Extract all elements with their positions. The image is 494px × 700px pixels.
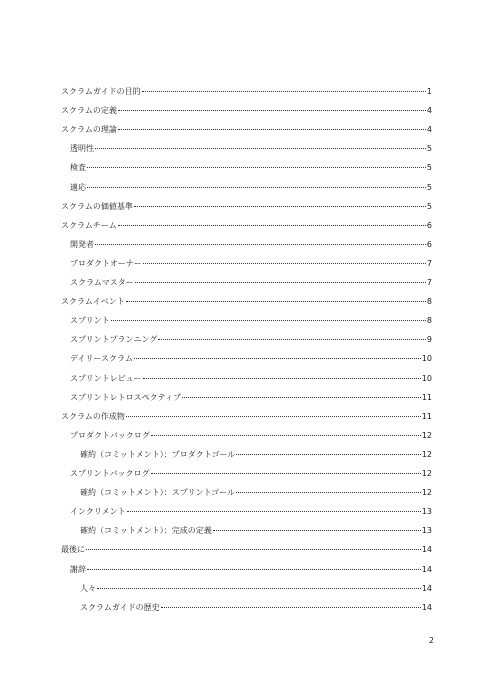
toc-dot-leader	[127, 511, 421, 512]
toc-dot-leader	[236, 454, 421, 455]
toc-entry-title: スクラムガイドの目的	[61, 87, 141, 96]
toc-entry[interactable]	[61, 123, 432, 137]
toc-entry[interactable]	[70, 467, 432, 481]
toc-entry[interactable]	[70, 352, 432, 366]
toc-entry-page: 12	[421, 488, 432, 498]
toc-entry-page: 5	[426, 201, 432, 211]
toc-entry-title: 確約（コミットメント）：スプリントゴール	[80, 488, 235, 498]
toc-entry-page: 14	[421, 583, 432, 593]
toc-dot-leader	[87, 187, 426, 188]
toc-entry-page: 13	[421, 526, 432, 536]
toc-entry-title: 透明性	[70, 144, 94, 154]
toc-entry[interactable]	[70, 181, 432, 195]
toc-entry-title: プロダクトオーナー	[70, 258, 142, 268]
toc-entry[interactable]	[61, 200, 432, 214]
toc-dot-leader	[118, 129, 426, 130]
toc-entry-title: 適応	[70, 182, 86, 192]
toc-entry-page: 4	[426, 106, 432, 116]
toc-dot-leader	[161, 607, 421, 608]
toc-entry[interactable]	[61, 410, 432, 424]
toc-entry-title: インクリメント	[70, 507, 126, 517]
toc-entry[interactable]	[61, 104, 432, 118]
page-number: 2	[428, 636, 434, 645]
toc-entry-page: 4	[426, 125, 432, 135]
toc-dot-leader	[126, 416, 421, 417]
toc-entry[interactable]	[70, 372, 432, 386]
toc-entry[interactable]	[70, 257, 432, 271]
toc-entry-page: 12	[421, 469, 432, 478]
toc-entry-title: 確約（コミットメント）：プロダクトゴール	[80, 449, 236, 459]
toc-entry-page: 13	[421, 507, 432, 517]
toc-entry[interactable]	[70, 238, 432, 252]
toc-entry-page: 14	[421, 602, 432, 612]
toc-entry-title: 開発者	[70, 239, 94, 249]
toc-entry[interactable]	[70, 391, 432, 405]
toc-dot-leader	[118, 110, 426, 111]
toc-entry-title: スプリントレトロスペクティブ	[70, 392, 182, 402]
toc-entry-page: 12	[421, 449, 432, 459]
toc-entry[interactable]	[70, 276, 432, 290]
toc-entry[interactable]	[70, 142, 432, 156]
toc-entry-title: スクラムの理論	[61, 125, 117, 135]
toc-entry[interactable]	[61, 85, 432, 99]
toc-entry-page: 10	[421, 354, 432, 364]
toc-entry-page: 1	[426, 87, 432, 96]
toc-entry-page: 5	[426, 182, 432, 192]
toc-entry-page: 5	[426, 163, 432, 173]
toc-entry-title: 謝辞	[70, 564, 86, 574]
toc-entry-page: 14	[421, 545, 432, 555]
toc-entry-title: スプリントバックログ	[70, 469, 150, 478]
toc-entry[interactable]	[61, 295, 432, 309]
toc-entry[interactable]	[80, 448, 432, 462]
toc-dot-leader	[97, 588, 421, 589]
toc-dot-leader	[142, 91, 426, 92]
toc-entry-page: 6	[426, 239, 432, 249]
toc-entry-title: 検査	[70, 163, 86, 173]
toc-entry-page: 11	[421, 411, 432, 421]
toc-dot-leader	[87, 569, 421, 570]
toc-dot-leader	[213, 530, 421, 531]
toc-entry-page: 14	[421, 564, 432, 574]
toc-entry-title: スプリントレビュー	[70, 373, 142, 383]
toc-entry-title: スクラムの価値基準	[61, 201, 133, 211]
toc-entry[interactable]	[70, 161, 432, 175]
toc-entry-title: スクラムイベント	[61, 297, 125, 307]
toc-entry[interactable]	[80, 601, 432, 615]
toc-dot-leader	[158, 339, 426, 340]
toc-dot-leader	[126, 301, 426, 302]
toc-entry-title: スクラムマスター	[70, 278, 134, 287]
toc-entry-page: 12	[421, 430, 432, 440]
toc-entry[interactable]	[70, 505, 432, 519]
toc-dot-leader	[143, 263, 426, 264]
toc-entry-page: 9	[426, 335, 432, 345]
toc-entry[interactable]	[80, 582, 432, 596]
toc-entry[interactable]	[70, 314, 432, 328]
toc-dot-leader	[111, 320, 426, 321]
toc-entry-page: 5	[426, 144, 432, 154]
toc-entry-title: スクラムの定義	[61, 106, 117, 116]
toc-entry-title: スクラムの作成物	[61, 411, 125, 421]
toc-dot-leader	[236, 492, 421, 493]
toc-entry[interactable]	[61, 543, 432, 557]
toc-entry-title: 人々	[80, 583, 96, 593]
toc-entry-title: デイリースクラム	[70, 354, 133, 364]
toc-entry[interactable]	[80, 524, 432, 538]
toc-dot-leader	[151, 435, 421, 436]
toc-entry-page: 7	[426, 278, 432, 287]
toc-entry-page: 8	[426, 297, 432, 307]
toc-dot-leader	[86, 549, 421, 550]
toc-dot-leader	[118, 225, 426, 226]
toc-entry[interactable]	[61, 219, 432, 233]
toc-entry-title: スプリント	[70, 316, 110, 326]
toc-entry-title: 確約（コミットメント）：完成の定義	[80, 526, 212, 536]
toc-dot-leader	[87, 167, 426, 168]
toc-entry-page: 6	[426, 220, 432, 230]
toc-entry-page: 11	[421, 392, 432, 402]
toc-entry-page: 7	[426, 258, 432, 268]
toc-entry[interactable]	[80, 486, 432, 500]
toc-entry-page: 10	[421, 373, 432, 383]
toc-dot-leader	[134, 206, 426, 207]
toc-dot-leader	[95, 244, 426, 245]
toc-dot-leader	[135, 282, 426, 283]
toc-dot-leader	[134, 358, 421, 359]
toc-entry[interactable]	[70, 563, 432, 577]
toc-dot-leader	[151, 473, 421, 474]
toc-entry-title: プロダクトバックログ	[70, 430, 150, 440]
toc-dot-leader	[182, 397, 421, 398]
toc-entry-title: スクラムガイドの歴史	[80, 602, 160, 612]
toc-entry-page: 8	[426, 316, 432, 326]
toc-entry-title: 最後に	[61, 545, 85, 555]
toc-entry[interactable]	[70, 429, 432, 443]
toc-entry-title: スプリントプランニング	[70, 335, 158, 345]
toc-dot-leader	[143, 378, 421, 379]
toc-entry-title: スクラムチーム	[61, 220, 117, 230]
toc-dot-leader	[95, 148, 426, 149]
toc-entry[interactable]	[70, 333, 432, 347]
